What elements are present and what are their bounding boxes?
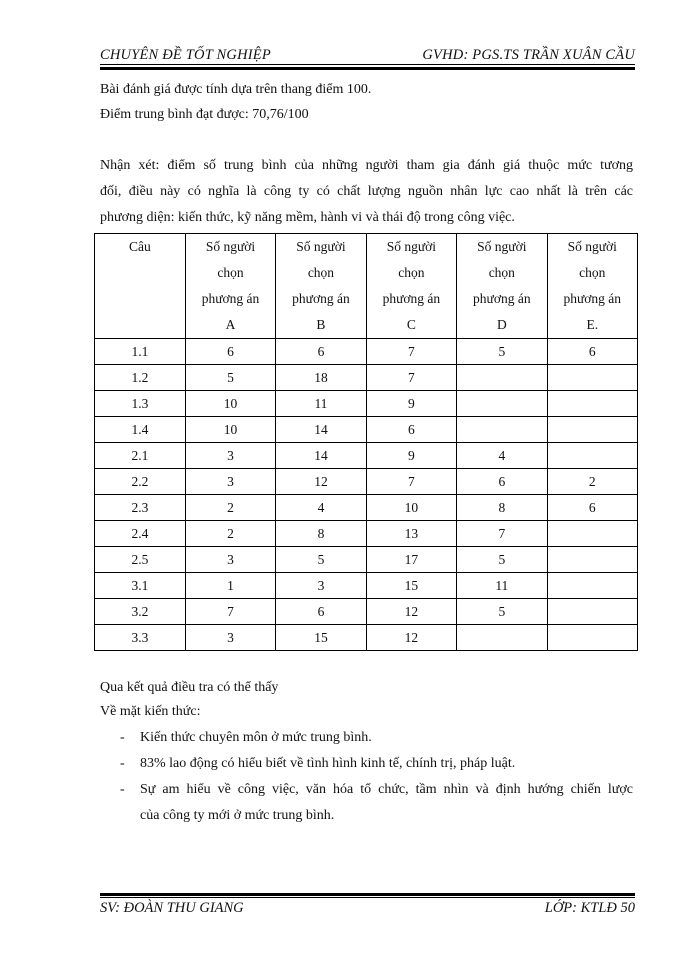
question-cell: 2.5 xyxy=(95,547,186,573)
header-cell: Câu xyxy=(95,234,186,339)
count-cell: 9 xyxy=(366,391,456,417)
count-cell xyxy=(457,625,547,651)
count-cell: 13 xyxy=(366,521,456,547)
list-item: - 83% lao động có hiểu biết về tình hình kinh tế, chính trị, pháp luật. xyxy=(100,751,633,777)
remark-line-3: phương diện: kiến thức, kỹ năng mềm, hành vi và thái độ trong công việc. xyxy=(100,210,515,225)
question-cell: 2.2 xyxy=(95,469,186,495)
survey-table xyxy=(94,233,638,651)
count-cell: 12 xyxy=(366,599,456,625)
count-cell: 3 xyxy=(185,625,275,651)
question-cell: 3.2 xyxy=(95,599,186,625)
table-header-row xyxy=(95,234,638,339)
bullet-dash: - xyxy=(120,730,125,745)
table-row xyxy=(95,391,638,417)
count-cell: 14 xyxy=(276,443,366,469)
question-cell: 3.1 xyxy=(95,573,186,599)
count-cell: 3 xyxy=(185,469,275,495)
count-cell: 6 xyxy=(276,599,366,625)
count-cell: 3 xyxy=(185,443,275,469)
count-cell: 6 xyxy=(366,417,456,443)
count-cell: 8 xyxy=(457,495,547,521)
table-row xyxy=(95,443,638,469)
count-cell: 5 xyxy=(276,547,366,573)
count-cell: 2 xyxy=(185,521,275,547)
count-cell: 7 xyxy=(366,365,456,391)
count-cell: 7 xyxy=(366,339,456,365)
header-cell: Số người chọn phương án D xyxy=(457,234,547,339)
question-cell: 3.3 xyxy=(95,625,186,651)
table-row xyxy=(95,625,638,651)
table-row xyxy=(95,495,638,521)
count-cell: 15 xyxy=(366,573,456,599)
intro-line-scale: Bài đánh giá được tính dựa trên thang điểm 100. xyxy=(100,82,372,97)
table-row xyxy=(95,573,638,599)
count-cell: 5 xyxy=(457,339,547,365)
count-cell xyxy=(457,365,547,391)
knowledge-bullet-list xyxy=(100,725,633,829)
table-row xyxy=(95,599,638,625)
count-cell: 6 xyxy=(457,469,547,495)
count-cell: 1 xyxy=(185,573,275,599)
header-cell: Số người chọn phương án E. xyxy=(547,234,637,339)
header-title: CHUYÊN ĐỀ TỐT NGHIỆP xyxy=(100,47,271,63)
question-cell: 2.4 xyxy=(95,521,186,547)
count-cell: 4 xyxy=(457,443,547,469)
header-supervisor: GVHD: PGS.TS TRẦN XUÂN CẦU xyxy=(422,47,635,63)
count-cell xyxy=(547,573,637,599)
question-cell: 1.4 xyxy=(95,417,186,443)
table-row xyxy=(95,339,638,365)
count-cell: 7 xyxy=(366,469,456,495)
page-header xyxy=(100,40,635,64)
header-rule-thick xyxy=(100,67,635,70)
table-row xyxy=(95,547,638,573)
count-cell: 5 xyxy=(185,365,275,391)
header-cell: Số người chọn phương án A xyxy=(185,234,275,339)
question-cell: 1.1 xyxy=(95,339,186,365)
count-cell: 5 xyxy=(457,547,547,573)
bullet-dash: - xyxy=(120,756,125,771)
remark-line-2: đối, điều này có nghĩa là công ty có chất lượng nguồn nhân lực cao nhất là trên các xyxy=(100,184,633,199)
count-cell: 3 xyxy=(276,573,366,599)
count-cell: 7 xyxy=(457,521,547,547)
count-cell: 15 xyxy=(276,625,366,651)
count-cell xyxy=(547,625,637,651)
conclusion-knowledge-heading: Về mặt kiến thức: xyxy=(100,704,201,719)
list-item: - Kiến thức chuyên môn ở mức trung bình. xyxy=(100,725,633,751)
count-cell xyxy=(547,443,637,469)
count-cell xyxy=(547,391,637,417)
count-cell: 10 xyxy=(185,417,275,443)
count-cell: 6 xyxy=(547,339,637,365)
count-cell: 11 xyxy=(457,573,547,599)
count-cell xyxy=(547,547,637,573)
count-cell: 14 xyxy=(276,417,366,443)
question-cell: 2.3 xyxy=(95,495,186,521)
bullet-dash: - xyxy=(120,782,125,797)
count-cell: 5 xyxy=(457,599,547,625)
count-cell: 7 xyxy=(185,599,275,625)
table-row xyxy=(95,521,638,547)
header-rule-thin xyxy=(100,64,635,65)
count-cell: 2 xyxy=(547,469,637,495)
count-cell: 18 xyxy=(276,365,366,391)
conclusion-intro: Qua kết quả điều tra có thể thấy xyxy=(100,680,279,695)
footer-rule-thick xyxy=(100,893,635,896)
count-cell: 3 xyxy=(185,547,275,573)
question-cell: 1.3 xyxy=(95,391,186,417)
count-cell xyxy=(457,391,547,417)
count-cell: 11 xyxy=(276,391,366,417)
count-cell: 12 xyxy=(366,625,456,651)
footer-class: LỚP: KTLĐ 50 xyxy=(544,900,635,916)
remark-line-1: Nhận xét: điểm số trung bình của những người tham gia đánh giá thuộc mức tương xyxy=(100,158,633,173)
intro-line-average: Điểm trung bình đạt được: 70,76/100 xyxy=(100,107,309,122)
count-cell xyxy=(547,521,637,547)
count-cell xyxy=(547,417,637,443)
table-row xyxy=(95,417,638,443)
count-cell xyxy=(547,599,637,625)
count-cell: 9 xyxy=(366,443,456,469)
question-cell: 1.2 xyxy=(95,365,186,391)
table-row xyxy=(95,365,638,391)
footer-rule-thin xyxy=(100,897,635,898)
count-cell: 10 xyxy=(185,391,275,417)
count-cell: 6 xyxy=(185,339,275,365)
header-cell: Số người chọn phương án C xyxy=(366,234,456,339)
count-cell: 17 xyxy=(366,547,456,573)
count-cell xyxy=(457,417,547,443)
question-cell: 2.1 xyxy=(95,443,186,469)
count-cell xyxy=(547,365,637,391)
count-cell: 10 xyxy=(366,495,456,521)
page-footer xyxy=(100,900,635,917)
footer-student: SV: ĐOÀN THU GIANG xyxy=(100,900,244,916)
count-cell: 2 xyxy=(185,495,275,521)
count-cell: 6 xyxy=(547,495,637,521)
header-cell: Số người chọn phương án B xyxy=(276,234,366,339)
table-row xyxy=(95,469,638,495)
count-cell: 4 xyxy=(276,495,366,521)
count-cell: 6 xyxy=(276,339,366,365)
count-cell: 12 xyxy=(276,469,366,495)
list-item: - Sự am hiểu về công việc, văn hóa tổ chức, tầm nhìn và định hướng chiến lược của công ty mới ở mức trung bình. xyxy=(100,777,633,829)
count-cell: 8 xyxy=(276,521,366,547)
